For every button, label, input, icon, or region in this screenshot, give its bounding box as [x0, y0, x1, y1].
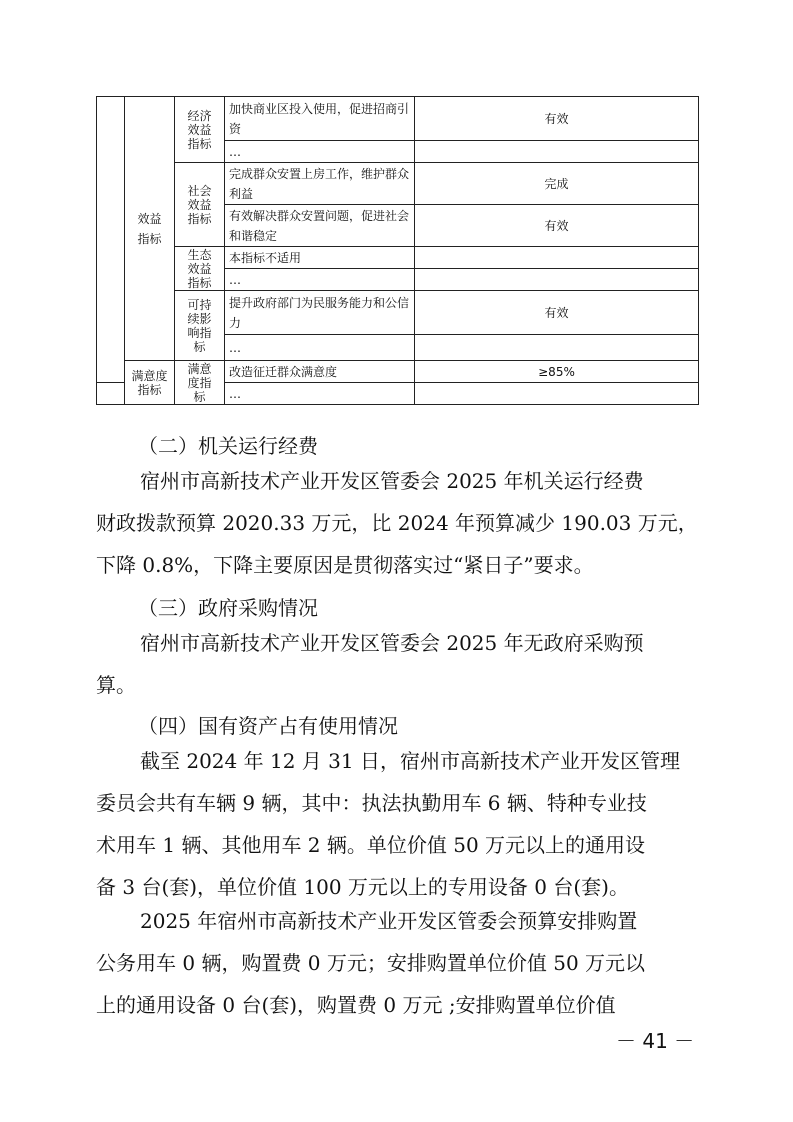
- l2-label-social: 社会效益指标: [175, 163, 225, 247]
- indicator-cell: 改造征迁群众满意度: [225, 361, 415, 383]
- indicator-cell: …: [225, 141, 415, 163]
- value-cell: 有效: [415, 205, 699, 247]
- indicator-cell: 提升政府部门为民服务能力和公信力: [225, 291, 415, 335]
- text-line: 2025 年宿州市高新技术产业开发区管委会预算安排购置: [140, 909, 638, 933]
- indicator-cell: 完成群众安置上房工作，维护群众利益: [225, 163, 415, 205]
- l1-label-benefit: 效益指标: [125, 97, 175, 361]
- performance-table: [96, 96, 699, 405]
- indicator-cell: …: [225, 383, 415, 405]
- section-title-4: （四）国有资产占有使用情况: [138, 714, 398, 738]
- l2-label-sat: 满意度指标: [175, 361, 225, 405]
- text-line: 公务用车 0 辆，购置费 0 万元；安排购置单位价值 50 万元以: [96, 951, 646, 975]
- text-line: 术用车 1 辆、其他用车 2 辆。单位价值 50 万元以上的通用设: [96, 833, 646, 857]
- text-line: 委员会共有车辆 9 辆，其中：执法执勤用车 6 辆、特种专业技: [96, 791, 647, 815]
- text-line: 算。: [96, 673, 136, 697]
- indicator-cell: …: [225, 335, 415, 361]
- paragraph-2: [96, 460, 700, 586]
- paragraph-4: [96, 740, 700, 908]
- l2-label-econ: 经济效益指标: [175, 97, 225, 163]
- l2-label-eco: 生态效益指标: [175, 247, 225, 291]
- text-line: 上的通用设备 0 台(套)，购置费 0 万元 ;安排购置单位价值: [96, 993, 616, 1017]
- indicator-cell: …: [225, 269, 415, 291]
- indicator-cell: 加快商业区投入使用，促进招商引资: [225, 97, 415, 141]
- l1-label-satisfaction: 满意度指标: [125, 361, 175, 405]
- value-cell: 有效: [415, 97, 699, 141]
- value-cell: 有效: [415, 291, 699, 335]
- text-line: 截至 2024 年 12 月 31 日，宿州市高新技术产业开发区管理: [140, 749, 680, 773]
- value-cell: [415, 269, 699, 291]
- value-cell: [415, 247, 699, 269]
- section-title-2: （二）机关运行经费: [138, 434, 318, 458]
- text-line: 宿州市高新技术产业开发区管委会 2025 年无政府采购预: [140, 631, 644, 655]
- paragraph-5: [96, 900, 700, 1026]
- value-cell: ≥85%: [415, 361, 699, 383]
- text-line: 备 3 台(套)，单位价值 100 万元以上的专用设备 0 台(套)。: [96, 875, 629, 899]
- value-cell: [415, 141, 699, 163]
- value-cell: [415, 383, 699, 405]
- page-number: － 41 －: [616, 1029, 695, 1053]
- blank-cell: [97, 97, 125, 383]
- paragraph-3: [96, 622, 700, 706]
- text-line: 下降 0.8%，下降主要原因是贯彻落实过“紧日子”要求。: [96, 553, 594, 577]
- section-title-3: （三）政府采购情况: [138, 596, 318, 620]
- indicator-cell: 有效解决群众安置问题，促进社会和谐稳定: [225, 205, 415, 247]
- text-line: 财政拨款预算 2020.33 万元，比 2024 年预算减少 190.03 万元，: [96, 511, 698, 535]
- indicator-cell: 本指标不适用: [225, 247, 415, 269]
- value-cell: [415, 335, 699, 361]
- blank-cell: [97, 383, 125, 405]
- text-line: 宿州市高新技术产业开发区管委会 2025 年机关运行经费: [140, 469, 644, 493]
- value-cell: 完成: [415, 163, 699, 205]
- l2-label-sustain: 可持续影响指标: [175, 291, 225, 361]
